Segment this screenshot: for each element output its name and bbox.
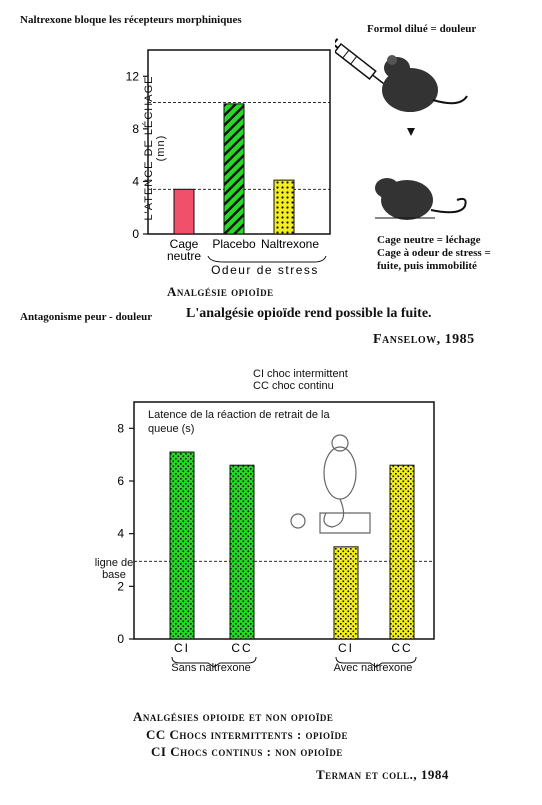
chart1-group-label: Odeur de stress bbox=[211, 263, 319, 277]
chart1-xlabel: neutre bbox=[166, 249, 202, 263]
right-caption-line: fuite, puis immobilité bbox=[377, 260, 477, 272]
top-right-note: Formol dilué = douleur bbox=[367, 23, 477, 35]
chart2-bar bbox=[230, 465, 254, 639]
chart1-ylabel-wrap bbox=[132, 56, 172, 246]
bottom-left-note: Antagonisme peur - douleur bbox=[20, 311, 153, 323]
chart2-ytick-label: 4 bbox=[117, 526, 124, 541]
chart2-ytick-label: 8 bbox=[117, 421, 124, 436]
right-caption bbox=[377, 234, 491, 273]
chart1-ytick-label: 12 bbox=[125, 69, 139, 84]
chart2-bar bbox=[170, 452, 194, 639]
bottom-statement: L'analgésie opioïde rend possible la fuite. bbox=[186, 306, 432, 321]
mouse-illustration bbox=[335, 38, 485, 228]
caption-line-3: CI Chocs continus : non opioïde bbox=[151, 744, 343, 759]
top-left-note: Naltrexone bloque les récepteurs morphiniques bbox=[20, 14, 242, 26]
right-caption-line: Cage à odeur de stress = bbox=[377, 247, 491, 259]
legend bbox=[253, 368, 348, 392]
chart1-xlabel: Cage bbox=[169, 237, 199, 251]
chart1-ytick-label: 0 bbox=[132, 227, 139, 241]
group-label-sans: Sans naltrexone bbox=[171, 662, 251, 674]
chart1-bar bbox=[174, 189, 194, 234]
chart2-xlabel: CC bbox=[391, 641, 413, 655]
chart1-xlabel: Naltrexone bbox=[260, 237, 320, 251]
right-caption-line: Cage neutre = léchage bbox=[377, 234, 481, 246]
chart1-group-bracket bbox=[208, 256, 326, 262]
legend-ci: CI choc intermittent bbox=[253, 368, 348, 380]
caption-line-1: Analgésies opioide et non opioïde bbox=[133, 709, 334, 724]
citation-1: Fanselow, 1985 bbox=[373, 332, 475, 347]
chart2-annotation: Latence de la réaction de retrait de la queue (s) bbox=[148, 409, 330, 435]
chart1-title: Analgésie opioïde bbox=[167, 284, 274, 299]
chart-1 bbox=[90, 40, 350, 310]
chart2-xlabel: CI bbox=[338, 641, 354, 655]
chart2-bar bbox=[390, 465, 414, 639]
chart1-ylabel: L'ATENCE DE LÉCHAGE (mn) bbox=[143, 75, 167, 221]
citation-2: Terman et coll., 1984 bbox=[316, 767, 449, 782]
chart-2 bbox=[40, 398, 440, 698]
chart1-ytick-label: 4 bbox=[132, 174, 139, 189]
chart1-bar bbox=[274, 180, 294, 234]
legend-cc: CC choc continu bbox=[253, 380, 334, 392]
chart1-ytick-label: 8 bbox=[132, 121, 139, 136]
caption-line-2: CC Chocs intermittents : opioïde bbox=[146, 727, 349, 742]
chart2-ytick-label: 0 bbox=[117, 632, 124, 646]
chart1-xlabel: Placebo bbox=[212, 237, 256, 251]
chart2-bar bbox=[334, 547, 358, 639]
chart2-ytick-label: 2 bbox=[117, 579, 124, 594]
chart2-xlabel: CI bbox=[174, 641, 190, 655]
chart2-ytick-label: 6 bbox=[117, 474, 124, 488]
baseline-label: ligne de base bbox=[94, 557, 134, 581]
chart1-bar bbox=[224, 104, 244, 234]
chart2-xlabel: CC bbox=[231, 641, 253, 655]
rat-illustration bbox=[291, 435, 370, 533]
group-label-avec: Avec naltrexone bbox=[333, 662, 413, 674]
